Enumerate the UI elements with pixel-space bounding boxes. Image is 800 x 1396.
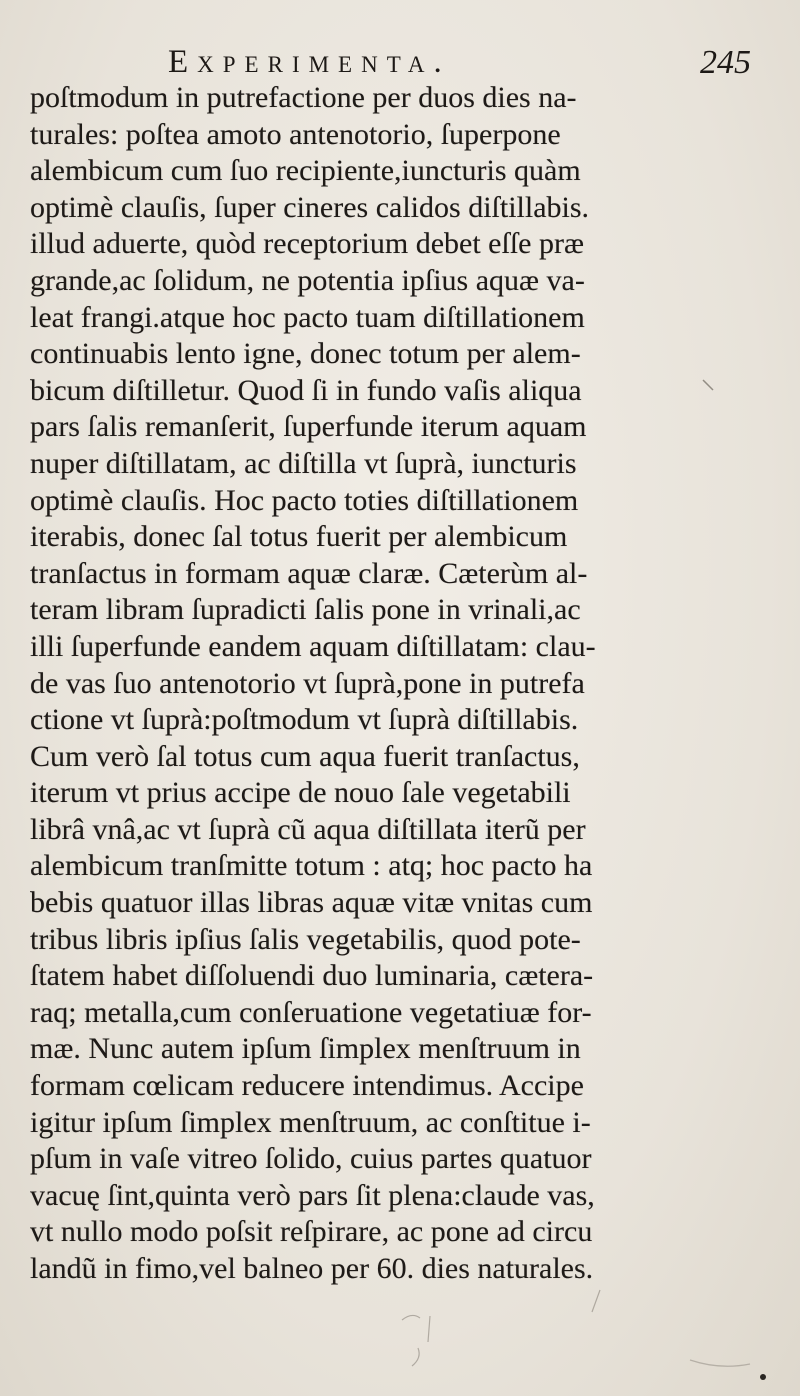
text-line: alembicum cum ſuo recipiente,iuncturis quàm [30, 154, 581, 188]
text-line: continuabis lento igne, donec totum per alem- [30, 337, 581, 371]
text-line: Cum verò ſal totus cum aqua fuerit tranſactus, [30, 739, 580, 773]
text-line: igitur ipſum ſimplex menſtruum, ac conſtitue i- [30, 1105, 591, 1139]
bleed-through-mark [592, 1290, 600, 1312]
text-line: teram libram ſupradicti ſalis pone in vrinali,ac [30, 593, 581, 627]
text-line: poſtmodum in putrefactione per duos dies na- [30, 81, 577, 114]
text-line: vt nullo modo poſsit reſpirare, ac pone ad circu [30, 1215, 593, 1249]
page-number: 245 [700, 44, 751, 81]
text-line: pſum in vaſe vitreo ſolido, cuius partes quatuor [30, 1142, 592, 1176]
text-line: landũ in fimo,vel balneo per 60. dies naturales. [30, 1252, 594, 1285]
text-line: illi ſuperfunde eandem aquam diſtillatam: clau- [30, 629, 596, 663]
text-line: vacuę ſint,quinta verò pars ſit plena:claude vas, [30, 1178, 595, 1212]
text-line: ſtatem habet diſſoluendi duo luminaria, cætera- [30, 959, 594, 993]
text-line: leat frangi.atque hoc pacto tuam diſtillationem [30, 300, 585, 334]
text-line: turales: poſtea amoto antenotorio, ſuperpone [30, 117, 561, 151]
text-line: optimè clauſis. Hoc pacto toties diſtillationem [30, 483, 579, 517]
bleed-through-mark [402, 1315, 430, 1366]
bleed-through-mark [690, 1360, 750, 1366]
text-line: de vas ſuo antenotorio vt ſuprà,pone in putrefa [30, 666, 585, 700]
ink-spot [760, 1374, 766, 1380]
body-text [30, 80, 775, 1288]
text-line: tribus libris ipſius ſalis vegetabilis, quod pote- [30, 922, 581, 956]
text-line: raq; metalla,cum conſeruatione vegetatiuæ for- [30, 995, 592, 1029]
text-line: pars ſalis remanſerit, ſuperfunde iterum aquam [30, 410, 587, 444]
text-line: bicum diſtilletur. Quod ſi in fundo vaſis aliqua [30, 373, 582, 407]
text-line: iterum vt prius accipe de nouo ſale vegetabili [30, 776, 571, 810]
running-head: Experimenta. [168, 44, 451, 80]
text-line: tranſactus in formam aquæ claræ. Cæterùm al- [30, 556, 588, 590]
text-line: grande,ac ſolidum, ne potentia ipſius aquæ va- [30, 263, 585, 297]
text-line: optimè clauſis, ſuper cineres calidos diſtillabis. [30, 190, 590, 224]
text-line: nuper diſtillatam, ac diſtilla vt ſuprà, iuncturis [30, 446, 577, 480]
text-line: mæ. Nunc autem ipſum ſimplex menſtruum in [30, 1032, 581, 1066]
text-line: ctione vt ſuprà:poſtmodum vt ſuprà diſtillabis. [30, 703, 579, 737]
text-line: illud aduerte, quòd receptorium debet eſſe præ [30, 227, 584, 261]
text-line: librâ vnâ,ac vt ſuprà cũ aqua diſtillata iterũ per [30, 812, 586, 846]
text-line: alembicum tranſmitte totum : atq; hoc pacto ha [30, 849, 593, 883]
text-line: bebis quatuor illas libras aquæ vitæ vnitas cum [30, 886, 593, 920]
text-line: formam cœlicam reducere intendimus. Accipe [30, 1069, 584, 1103]
text-line: iterabis, donec ſal totus fuerit per alembicum [30, 520, 568, 554]
